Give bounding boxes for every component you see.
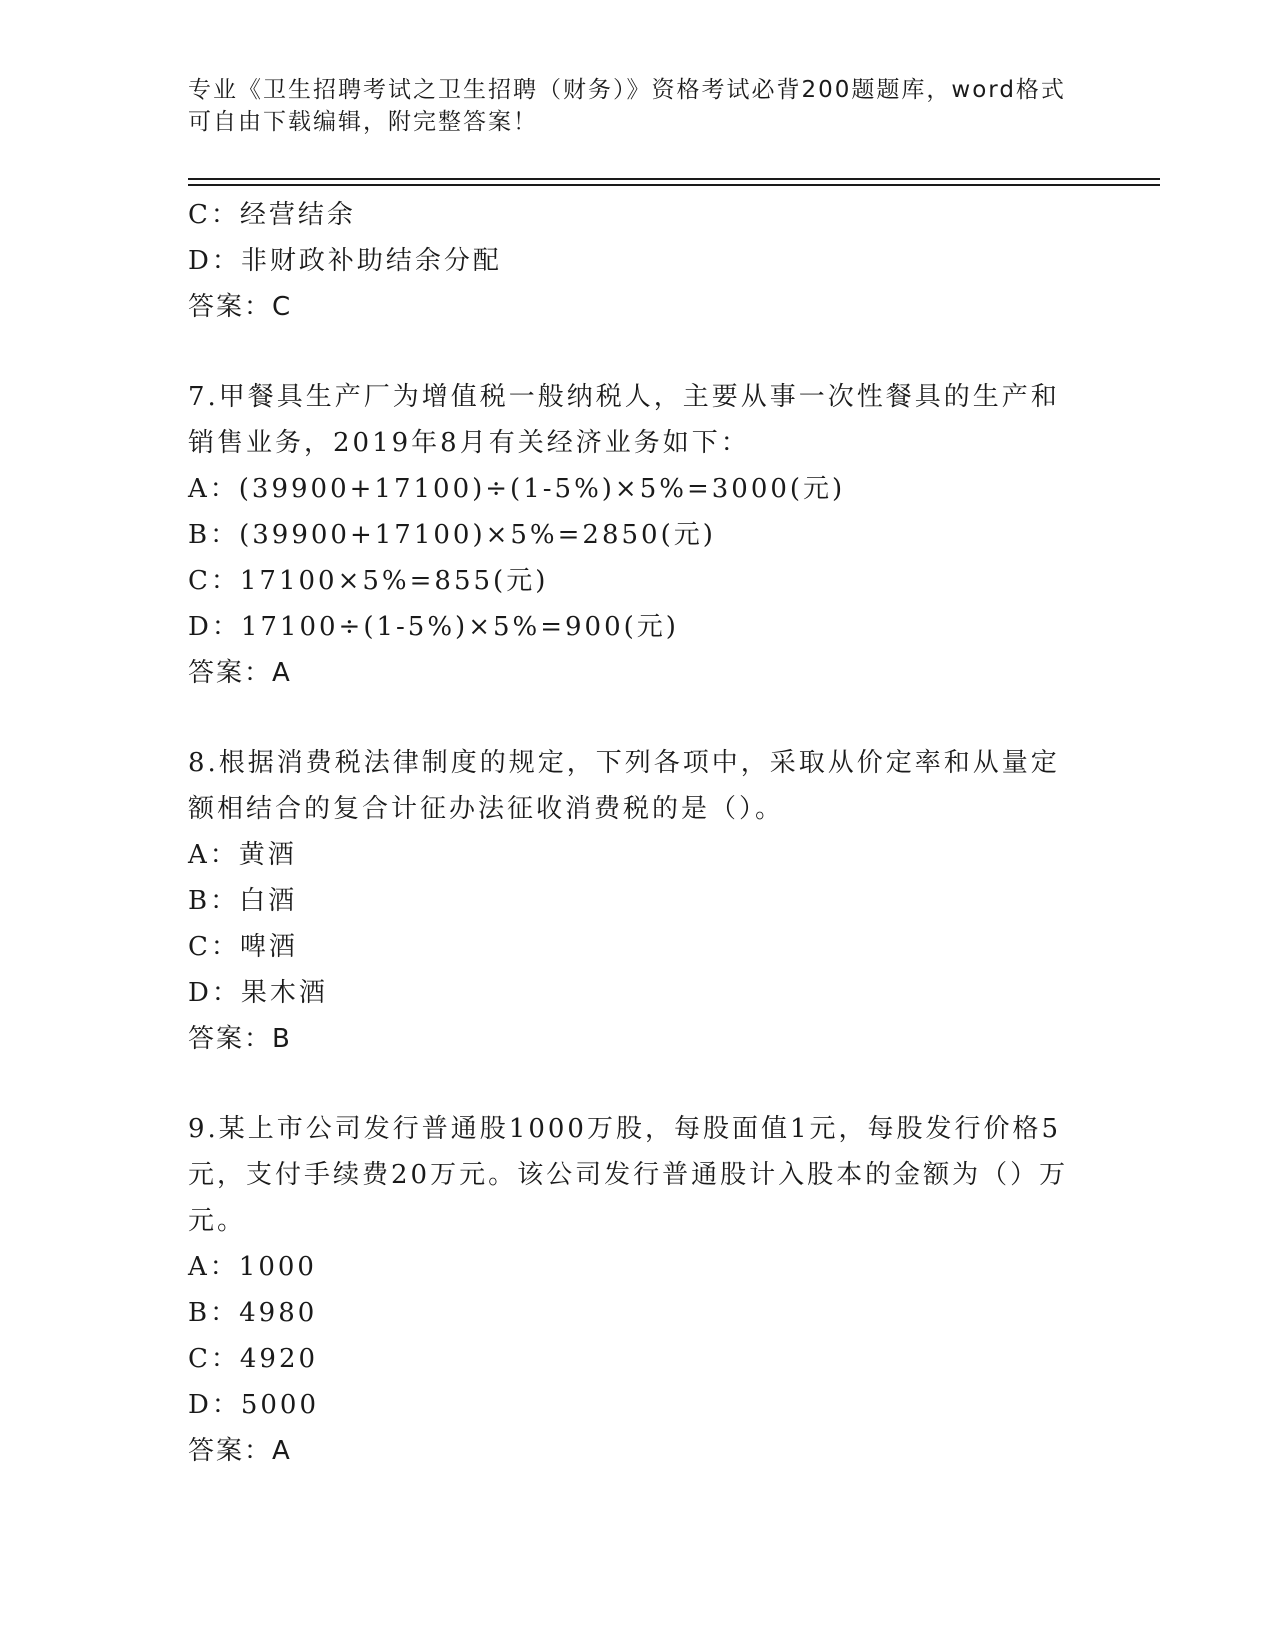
answer-line: 答案：C (188, 292, 293, 322)
option-c: C：17100×5%=855(元) (188, 566, 549, 596)
question-text (188, 740, 1088, 832)
option-c: C：4920 (188, 1344, 319, 1374)
prev-question-block (188, 192, 1088, 330)
option-c: C：经营结余 (188, 200, 356, 230)
spacer (188, 696, 1088, 740)
header-line-1: 专业《卫生招聘考试之卫生招聘（财务）》资格考试必背200题题库，word格式 (188, 77, 1066, 103)
option-b: B：(39900+17100)×5%=2850(元) (188, 520, 716, 550)
option-a: A：1000 (188, 1252, 317, 1282)
header-divider-bottom (188, 184, 1160, 186)
header-line-2: 可自由下载编辑，附完整答案！ (188, 109, 538, 135)
answer-line: 答案：A (188, 1436, 292, 1466)
document-header (188, 74, 1068, 138)
option-d: D：17100÷(1-5%)×5%=900(元) (188, 612, 679, 642)
question-text (188, 374, 1088, 466)
question-block-8 (188, 740, 1088, 1062)
question-line: 额相结合的复合计征办法征收消费税的是（）。 (188, 794, 785, 824)
header-divider-top (188, 178, 1160, 180)
option-d: D：5000 (188, 1390, 320, 1420)
option-a: A：(39900+17100)÷(1-5%)×5%=3000(元) (188, 474, 846, 504)
question-line: 9.某上市公司发行普通股1000万股，每股面值1元，每股发行价格5 (188, 1114, 1062, 1144)
question-line: 7.甲餐具生产厂为增值税一般纳税人，主要从事一次性餐具的生产和 (188, 382, 1060, 412)
option-a: A：黄酒 (188, 840, 297, 870)
answer-line: 答案：A (188, 658, 292, 688)
question-block-9 (188, 1106, 1088, 1474)
question-line: 元，支付手续费20万元。该公司发行普通股计入股本的金额为（）万 (188, 1160, 1069, 1190)
option-d: D：果木酒 (188, 978, 328, 1008)
spacer (188, 1062, 1088, 1106)
question-line: 元。 (188, 1206, 247, 1236)
question-line: 8.根据消费税法律制度的规定，下列各项中，采取从价定率和从量定 (188, 748, 1060, 778)
option-b: B：白酒 (188, 886, 298, 916)
option-d: D：非财政补助结余分配 (188, 246, 502, 276)
question-line: 销售业务，2019年8月有关经济业务如下： (188, 428, 750, 458)
question-block-7 (188, 374, 1088, 696)
option-b: B：4980 (188, 1298, 318, 1328)
option-c: C：啤酒 (188, 932, 298, 962)
question-content (188, 192, 1088, 1474)
answer-line: 答案：B (188, 1024, 292, 1054)
question-text (188, 1106, 1088, 1244)
spacer (188, 330, 1088, 374)
